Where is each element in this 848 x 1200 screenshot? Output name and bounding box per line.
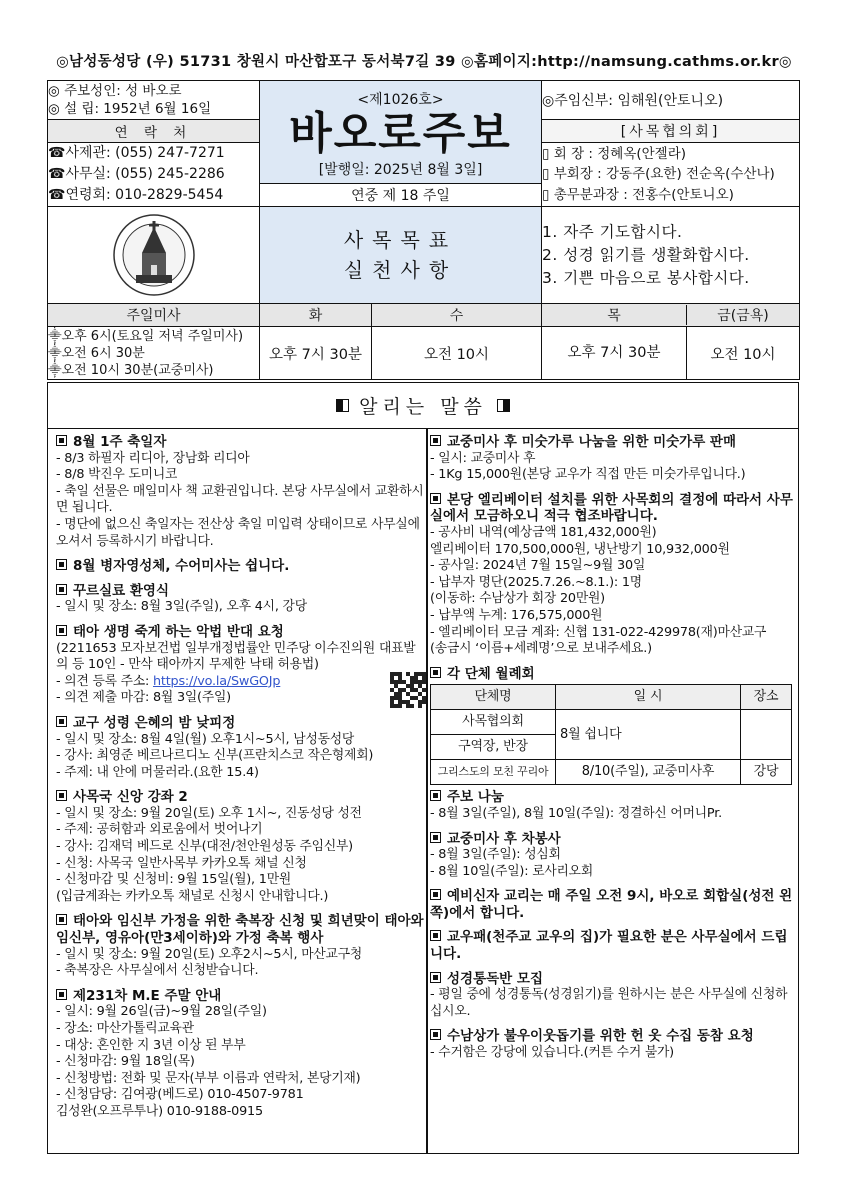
qr-code-icon bbox=[390, 672, 426, 708]
square-bullet-icon bbox=[430, 889, 441, 900]
notice-line: - 장소: 마산가톨릭교육관 bbox=[56, 1021, 194, 1036]
notice-line: - 납부액 누계: 176,575,000원 bbox=[430, 607, 603, 623]
group-name: 그리스도의 모친 꾸리아 bbox=[431, 760, 556, 785]
notice-line: - 공사일: 2024년 7월 15일~9월 30일 bbox=[430, 558, 646, 574]
goal-item: 3. 기쁜 마음으로 봉사합시다. bbox=[542, 268, 750, 287]
notice-line: - 신청마감: 9월 18일(목) bbox=[56, 1054, 195, 1070]
notices-left-column bbox=[56, 430, 426, 1125]
notice-heading: 각 단체 월례회 bbox=[430, 666, 794, 683]
square-bullet-icon bbox=[56, 435, 67, 446]
group-when: 8/10(주일), 교중미사후 bbox=[556, 760, 741, 785]
square-bullet-icon bbox=[430, 1029, 441, 1040]
notice-item bbox=[430, 1028, 794, 1065]
notice-line: - 평일 중에 성경통독(성경읽기)를 원하시는 분은 사무실에 신청하십시오. bbox=[430, 987, 788, 1019]
notice-line: - 일시 및 장소: 8월 3일(주일), 오후 4시, 강당 bbox=[56, 599, 307, 615]
notice-line: - 주제: 내 안에 머물러라.(요한 15.4) bbox=[56, 764, 259, 780]
patron-saint: ◎ 주보성인: 성 바오로 bbox=[48, 83, 182, 99]
contact-office: ☎사무실: (055) 245-2286 bbox=[48, 166, 225, 182]
group-name: 사목협의회 bbox=[431, 710, 556, 735]
group-place: 강당 bbox=[741, 760, 792, 785]
notice-line: - 신청: 사목국 일반사목부 카카오톡 채널 신청 bbox=[56, 855, 307, 871]
square-bullet-icon bbox=[56, 625, 67, 636]
notice-line: - 공사비 내역(예상금액 181,432,000원) bbox=[430, 524, 657, 540]
notice-line: - 일시 및 장소: 9월 20일(토) 오후 1시~, 진동성당 성전 bbox=[56, 805, 362, 821]
notice-item bbox=[56, 913, 426, 983]
notice-line: - 8/3 하필자 리디아, 장남화 리디아 bbox=[56, 450, 250, 466]
notice-item bbox=[56, 583, 426, 620]
half-square-icon bbox=[336, 399, 349, 412]
notice-item bbox=[56, 558, 426, 579]
council-vice: 부회장 : 강동주(요한) 전순옥(수산나) bbox=[553, 166, 775, 183]
goal-item: 2. 성경 읽기를 생활화합시다. bbox=[542, 245, 750, 264]
goal-item: 1. 자주 기도합시다. bbox=[542, 222, 683, 241]
publish-date: [발행일: 2025년 8월 3일] bbox=[318, 162, 483, 178]
notice-item bbox=[430, 929, 794, 966]
notice-line: (이동하: 수남상가 회장 20만원) bbox=[430, 591, 605, 607]
notice-heading: 수남상가 불우이웃돕기를 위한 헌 옷 수집 동참 요청 bbox=[430, 1028, 794, 1045]
notice-line: - 수거함은 강당에 있습니다.(커튼 수거 불가) bbox=[430, 1045, 674, 1061]
notice-heading: 8월 1주 축일자 bbox=[56, 434, 426, 451]
square-bullet-icon bbox=[56, 716, 67, 727]
notice-line: - 강사: 김재덕 베드로 신부(대전/천안원성동 주임신부) bbox=[56, 839, 353, 855]
mass-time-wed: 오전 10시 bbox=[372, 327, 542, 380]
notice-heading: 8월 병자영성체, 수어미사는 쉽니다. bbox=[56, 558, 426, 575]
column-divider bbox=[426, 428, 428, 1153]
goal-label-2: 실천사항 bbox=[343, 258, 458, 282]
notice-line: - 일시: 9월 26일(금)~9월 28일(주일) bbox=[56, 1004, 267, 1020]
notice-heading: 제231차 M.E 주말 안내 bbox=[56, 988, 426, 1005]
mass-times-thu-fri bbox=[542, 327, 800, 380]
pastor: ◎주임신부: 임해원(안토니오) bbox=[542, 81, 800, 120]
notices-box bbox=[47, 382, 799, 1154]
notice-line: (2211653 모자보건법 일부개정법률안 민주당 이수진의원 대표발의 등 10인 - 만삭 태아까지 무제한 낙태 허용법) bbox=[56, 640, 416, 673]
notice-line: - 신청담당: 김여광(베드로) 010-4507-9781 bbox=[56, 1087, 304, 1103]
notice-line: - 일시 및 장소: 8월 4일(월) 오후1시~5시, 남성동성당 bbox=[56, 731, 355, 747]
table-row bbox=[431, 710, 792, 735]
council-heading: [사목협의회] bbox=[542, 120, 800, 143]
square-bullet-icon bbox=[56, 914, 67, 925]
table-row bbox=[431, 760, 792, 785]
group-col-when: 일 시 bbox=[556, 685, 741, 710]
sunday-mass-time: ⸎오후 6시(토요일 저녁 주일미사) bbox=[48, 328, 244, 344]
sunday-mass-time: ⸎오전 10시 30분(교중미사) bbox=[48, 362, 214, 378]
notice-line: - 주제: 공허함과 외로움에서 벗어나기 bbox=[56, 822, 263, 838]
council-secretary: 총무분과장 : 전홍수(안토니오) bbox=[553, 186, 734, 203]
notice-line: - 의견 제출 마감: 8월 3일(주일) bbox=[56, 690, 231, 706]
notice-line: - 8월 3일(주일), 8월 10일(주일): 정결하신 어머니Pr. bbox=[430, 805, 722, 821]
council-president: 회 장 : 정혜옥(안젤라) bbox=[553, 145, 687, 162]
notice-item bbox=[430, 492, 794, 662]
square-bullet-icon bbox=[56, 989, 67, 1000]
notice-line: (송금시 ‘이름+세례명’으로 보내주세요.) bbox=[430, 641, 652, 657]
notice-heading: 태아와 임신부 가정을 위한 축복장 신청 및 희년맞이 태아와 임신부, 영유아(만3세이하)와 가정 축복 행사 bbox=[56, 913, 424, 947]
mass-time-fri: 오전 10시 bbox=[710, 346, 776, 363]
notices-right-bottom bbox=[430, 789, 794, 1065]
goal-label-1: 사목목표 bbox=[343, 228, 458, 252]
notice-item bbox=[430, 831, 794, 885]
header-address-line: ◎남성동성당 (우) 51731 창원시 마산합포구 동서북7길 39 ◎홈페이지:http://namsung.cathms.or.kr◎ bbox=[56, 54, 792, 70]
group-meeting-table bbox=[430, 684, 792, 785]
square-bullet-icon bbox=[56, 790, 67, 801]
sunday-mass-time: ⸎오전 6시 30분 bbox=[48, 345, 145, 361]
sunday-mass-times bbox=[48, 327, 260, 380]
notice-item bbox=[56, 624, 426, 711]
mass-header-thu: 목 bbox=[542, 305, 687, 325]
notice-heading: 본당 엘리베이터 설치를 위한 사목회의 결정에 따라서 사무실에서 모금하오니 적극 협조바랍니다. bbox=[430, 491, 793, 525]
notice-line: (입금계좌는 카카오톡 채널로 신청시 안내합니다.) bbox=[56, 888, 329, 904]
notice-line: - 신청방법: 전화 및 문자(부부 이름과 연락처, 본당기재) bbox=[56, 1070, 361, 1086]
group-place bbox=[741, 710, 792, 760]
issue-number: <제1026호> bbox=[357, 92, 444, 108]
square-bullet-icon bbox=[430, 930, 441, 941]
notice-heading: 교중미사 후 미숫가루 나눔을 위한 미숫가루 판매 bbox=[430, 434, 794, 451]
notice-line: - 일시 및 장소: 9월 20일(토) 오후2시~5시, 마산교구청 bbox=[56, 946, 363, 962]
contact-heading: 연 락 처 bbox=[48, 120, 260, 143]
notice-line: - 대상: 혼인한 지 3년 이상 된 부부 bbox=[56, 1037, 246, 1053]
notice-heading: 교중미사 후 차봉사 bbox=[430, 831, 794, 848]
parish-logo-cell bbox=[48, 207, 260, 304]
notice-item bbox=[430, 789, 794, 826]
notice-item bbox=[56, 988, 426, 1125]
mass-header-tue: 화 bbox=[260, 304, 372, 327]
notice-line: - 8월 10일(주일): 로사리오회 bbox=[430, 863, 593, 879]
square-bullet-icon bbox=[430, 972, 441, 983]
notice-line: - 납부자 명단(2025.7.26.~8.1.): 1명 bbox=[430, 574, 642, 590]
notice-line: 엘리베이터 170,500,000원, 냉난방기 10,932,000원 bbox=[430, 541, 730, 557]
opinion-register-link[interactable]: https://vo.la/SwGOJp bbox=[152, 673, 281, 689]
mass-header-thu-fri bbox=[542, 304, 800, 327]
bulletin-title-block bbox=[260, 81, 542, 184]
bulletin-title: 바오로주보 bbox=[289, 108, 512, 159]
parish-logo bbox=[48, 207, 259, 303]
square-bullet-icon bbox=[56, 584, 67, 595]
notice-heading: 교우패(천주교 교우의 집)가 필요한 분은 사무실에서 드립니다. bbox=[430, 929, 788, 963]
mass-header-wed: 수 bbox=[372, 304, 542, 327]
square-bullet-icon bbox=[430, 435, 441, 446]
notice-heading: 교구 성령 은혜의 밤 낮피정 bbox=[56, 715, 426, 732]
notice-line: - 엘리베이터 모금 계좌: 신협 131-022-429978(재)마산교구 bbox=[430, 624, 767, 640]
notice-heading: 꾸르실료 환영식 bbox=[56, 583, 426, 600]
notice-item bbox=[430, 888, 794, 925]
notice-item bbox=[56, 789, 426, 909]
council-members: ▯ 회 장 : 정혜옥(안젤라) ▯ 부회장 : 강동주(요한) 전순옥(수산나) ▯ 총무분과장 : 전홍수(안토니오) bbox=[542, 143, 800, 207]
contact-list bbox=[48, 143, 260, 207]
notices-title: 알리는 말씀 bbox=[359, 396, 487, 418]
notice-heading: 예비신자 교리는 매 주일 오전 9시, 바오로 회합실(성전 왼쪽)에서 합니다. bbox=[430, 888, 793, 921]
square-bullet-icon bbox=[430, 667, 441, 678]
notices-right-column bbox=[430, 430, 794, 1066]
mass-time-thu: 오후 7시 30분 bbox=[542, 327, 687, 379]
notice-line: - 축복장은 사무실에서 신청받습니다. bbox=[56, 963, 259, 979]
parish-info bbox=[48, 81, 260, 120]
notice-line: - 명단에 없으신 축일자는 전산상 축일 미입력 상태이므로 사무실에 오셔서 등록하시기 바랍니다. bbox=[56, 516, 420, 549]
group-col-place: 장소 bbox=[741, 685, 792, 710]
notice-line: - 일시: 교중미사 후 bbox=[430, 450, 536, 466]
notice-line: - 8/8 박진우 도미니코 bbox=[56, 467, 178, 483]
square-bullet-icon bbox=[430, 832, 441, 843]
notices-title-bar bbox=[48, 383, 798, 429]
square-bullet-icon bbox=[56, 559, 67, 570]
group-col-name: 단체명 bbox=[431, 685, 556, 710]
notice-item bbox=[430, 434, 794, 488]
notice-line: 김성완(오프루투나) 010-9188-0915 bbox=[56, 1103, 263, 1119]
notice-line: - 축일 선물은 매일미사 책 교환권입니다. 본당 사무실에서 교환하시면 됩니다. bbox=[56, 483, 424, 516]
notice-link-line: - 의견 등록 주소: https://vo.la/SwGOJp bbox=[56, 674, 426, 691]
square-bullet-icon bbox=[430, 493, 441, 504]
notice-heading: 주보 나눔 bbox=[430, 789, 794, 806]
liturgical-week: 연중 제 18 주일 bbox=[260, 184, 542, 207]
founded-date: ◎ 설 립: 1952년 6월 16일 bbox=[48, 101, 212, 117]
group-when: 8월 쉽니다 bbox=[556, 710, 741, 760]
notice-line: - 1Kg 15,000원(본당 교우가 직접 만든 미숫가루입니다.) bbox=[430, 467, 746, 483]
goal-labels bbox=[260, 207, 542, 304]
notice-item bbox=[56, 434, 426, 554]
contact-rectory: ☎사제관: (055) 247-7271 bbox=[48, 145, 225, 161]
notice-line: - 신청마감 및 신청비: 9월 15일(월), 1만원 bbox=[56, 872, 292, 888]
mass-header-fri: 금(금욕) bbox=[717, 308, 769, 324]
notice-heading: 태아 생명 죽게 하는 악법 반대 요청 bbox=[56, 624, 426, 641]
contact-funeral: ☎연령회: 010-2829-5454 bbox=[48, 187, 224, 203]
notice-heading: 사목국 신앙 강좌 2 bbox=[56, 789, 426, 806]
header-table bbox=[47, 80, 800, 380]
notice-item bbox=[56, 715, 426, 785]
mass-header-sunday: 주일미사 bbox=[48, 304, 260, 327]
notice-line: - 강사: 최영준 베르나르디노 신부(프란치스코 작은형제회) bbox=[56, 748, 374, 764]
practice-goals bbox=[542, 207, 800, 304]
notice-item bbox=[430, 971, 794, 1025]
half-square-icon bbox=[497, 399, 510, 412]
square-bullet-icon bbox=[430, 790, 441, 801]
mass-time-tue: 오후 7시 30분 bbox=[260, 327, 372, 380]
group-name: 구역장, 반장 bbox=[431, 735, 556, 760]
notice-line: - 8월 3일(주일): 성심회 bbox=[430, 847, 561, 863]
notice-heading: 성경통독반 모집 bbox=[430, 971, 794, 988]
notices-right-top bbox=[430, 434, 794, 662]
